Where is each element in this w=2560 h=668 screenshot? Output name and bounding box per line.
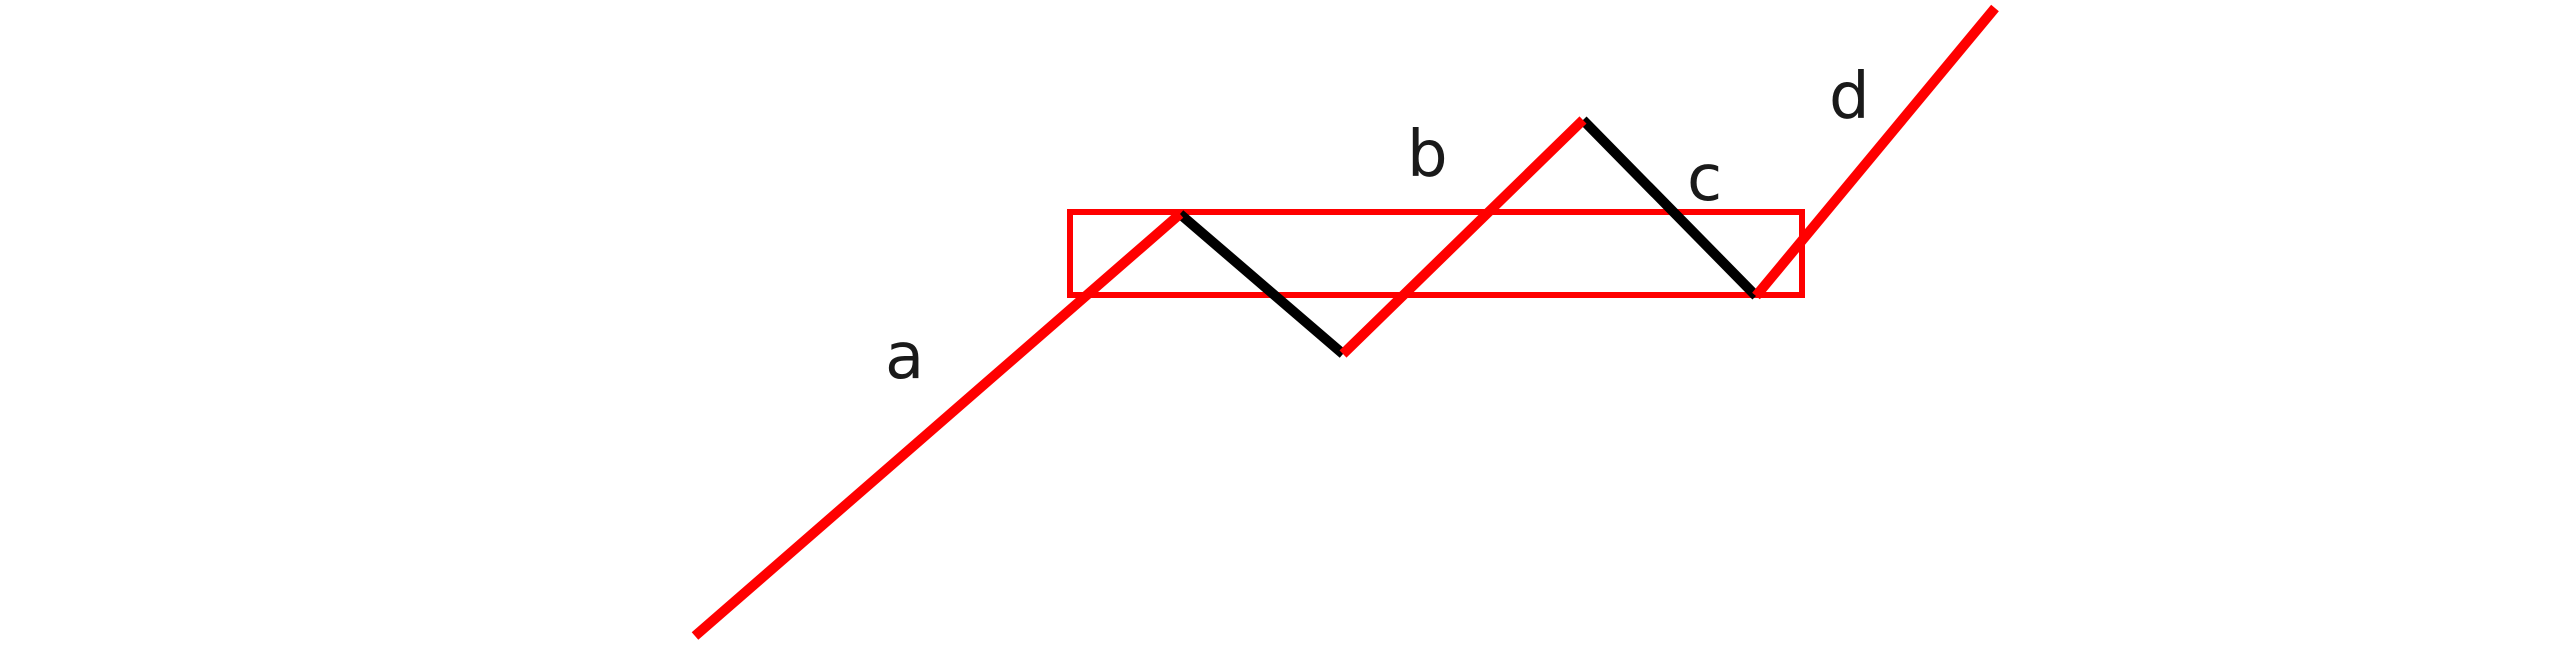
pullback-segment-2 — [1583, 120, 1756, 296]
trend-segment-d — [1756, 8, 1995, 296]
label-d: d — [1829, 60, 1870, 134]
pullback-segment-1 — [1180, 214, 1343, 354]
label-a: a — [885, 320, 925, 394]
label-b: b — [1407, 118, 1448, 192]
label-c: c — [1687, 142, 1723, 216]
trend-segment-b — [1343, 120, 1583, 354]
trend-segment-a — [695, 214, 1180, 636]
